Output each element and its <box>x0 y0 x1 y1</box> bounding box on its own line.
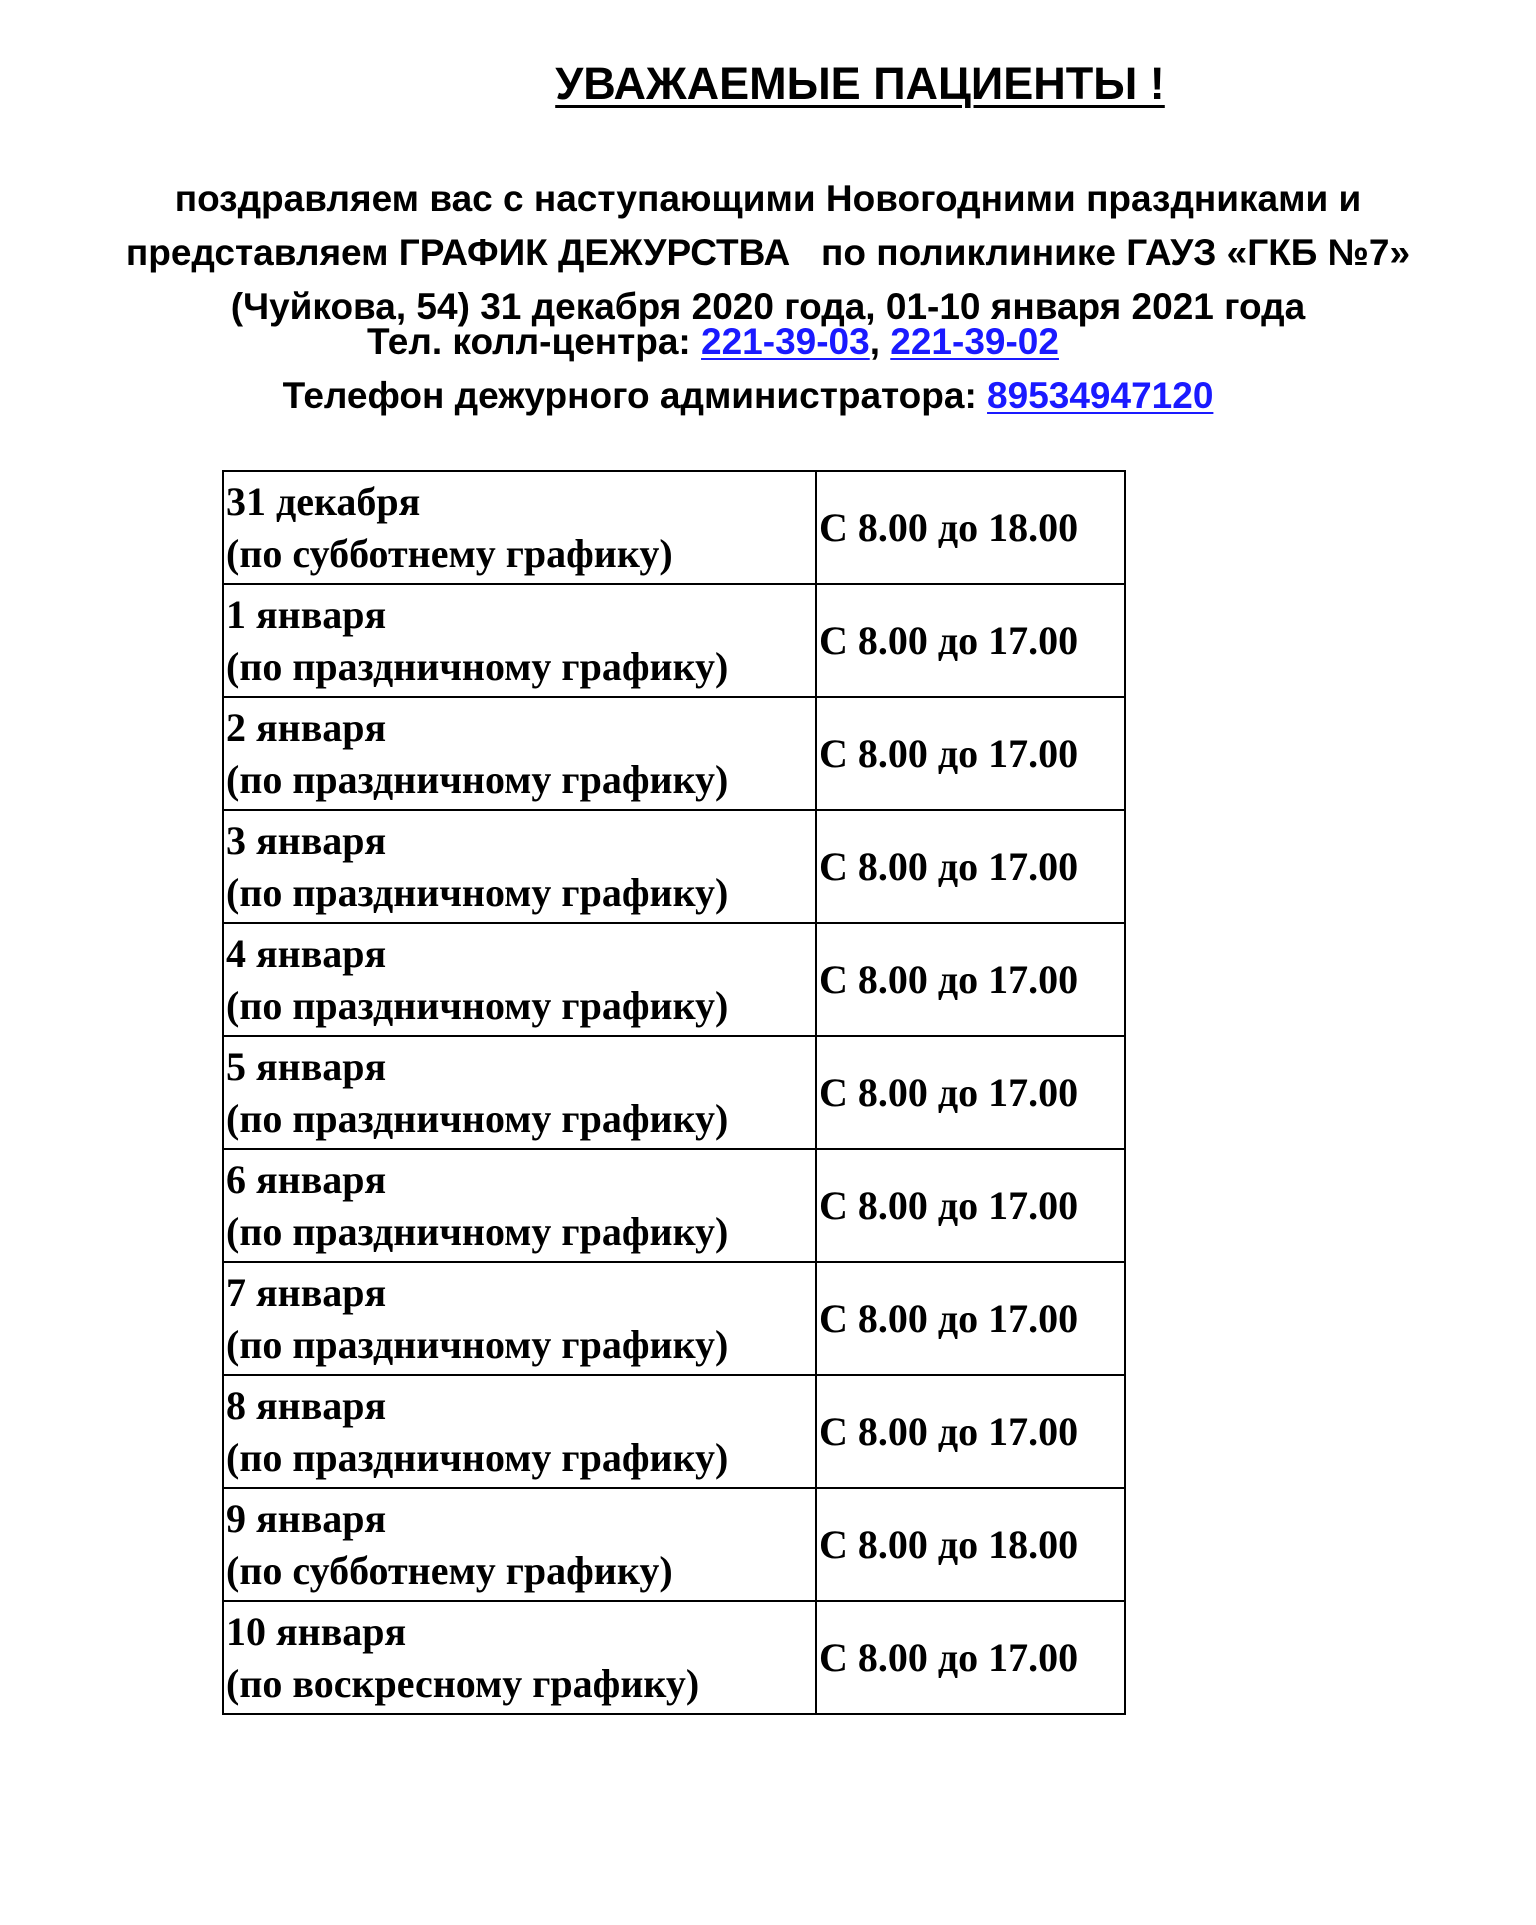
date-label: 2 января <box>226 704 387 750</box>
page-title: УВАЖАЕМЫЕ ПАЦИЕНТЫ ! <box>555 58 1165 109</box>
table-row <box>223 697 1125 810</box>
intro-line-3: (Чуйкова, 54) 31 декабря 2020 года, 01-10 января 2021 года <box>230 286 1306 327</box>
date-cell <box>223 810 816 923</box>
table-row <box>223 471 1125 584</box>
schedule-mode: (по субботнему графику) <box>226 1547 673 1593</box>
hours-cell: С 8.00 до 17.00 <box>816 1149 1125 1262</box>
call-center-contacts <box>0 315 1536 369</box>
admin-phone-label: Телефон дежурного администратора: <box>282 375 988 416</box>
schedule-mode: (по праздничному графику) <box>226 869 729 915</box>
schedule-mode: (по праздничному графику) <box>226 1208 729 1254</box>
date-label: 5 января <box>226 1043 387 1089</box>
admin-contact <box>0 369 1536 423</box>
hours-cell: С 8.00 до 17.00 <box>816 697 1125 810</box>
table-row <box>223 1488 1125 1601</box>
table-row <box>223 1601 1125 1714</box>
date-label: 4 января <box>226 930 387 976</box>
date-cell <box>223 697 816 810</box>
date-cell <box>223 471 816 584</box>
schedule-mode: (по праздничному графику) <box>226 982 729 1028</box>
table-row <box>223 923 1125 1036</box>
call-center-phone-link-1[interactable]: 221-39-03 <box>701 321 870 362</box>
hours-cell: С 8.00 до 17.00 <box>816 1036 1125 1149</box>
date-cell <box>223 1036 816 1149</box>
schedule-body <box>223 471 1125 1714</box>
date-cell <box>223 1375 816 1488</box>
hours-cell: С 8.00 до 17.00 <box>816 810 1125 923</box>
schedule-mode: (по праздничному графику) <box>226 1095 729 1141</box>
table-row <box>223 1262 1125 1375</box>
hours-cell: С 8.00 до 18.00 <box>816 1488 1125 1601</box>
date-cell <box>223 1601 816 1714</box>
date-cell <box>223 1488 816 1601</box>
table-row <box>223 1375 1125 1488</box>
hours-cell: С 8.00 до 18.00 <box>816 471 1125 584</box>
schedule-mode: (по праздничному графику) <box>226 1321 729 1367</box>
duty-schedule-table <box>222 470 1126 1715</box>
date-label: 3 января <box>226 817 387 863</box>
date-cell <box>223 923 816 1036</box>
schedule-mode: (по праздничному графику) <box>226 1434 729 1480</box>
schedule-mode: (по праздничному графику) <box>226 643 729 689</box>
call-center-label: Тел. колл-центра: <box>367 321 702 362</box>
date-label: 7 января <box>226 1269 387 1315</box>
schedule-mode: (по праздничному графику) <box>226 756 729 802</box>
date-cell <box>223 584 816 697</box>
intro-line-2: представляем ГРАФИК ДЕЖУРСТВА по поликлинике ГАУЗ «ГКБ №7» <box>125 232 1411 273</box>
hours-cell: С 8.00 до 17.00 <box>816 584 1125 697</box>
call-center-phone-link-2[interactable]: 221-39-02 <box>890 321 1059 362</box>
date-label: 9 января <box>226 1495 387 1541</box>
schedule-mode: (по субботнему графику) <box>226 530 673 576</box>
table-row <box>223 1036 1125 1149</box>
phone-separator: , <box>869 321 891 362</box>
hours-cell: С 8.00 до 17.00 <box>816 923 1125 1036</box>
table-row <box>223 1149 1125 1262</box>
schedule-mode: (по воскресному графику) <box>226 1660 700 1706</box>
date-label: 10 января <box>226 1608 407 1654</box>
hours-cell: С 8.00 до 17.00 <box>816 1375 1125 1488</box>
hours-cell: С 8.00 до 17.00 <box>816 1262 1125 1375</box>
intro-line-1: поздравляем вас с наступающими Новогодними праздниками и <box>174 178 1362 219</box>
table-row <box>223 810 1125 923</box>
intro-text <box>0 172 1536 334</box>
date-label: 8 января <box>226 1382 387 1428</box>
admin-phone-link[interactable]: 89534947120 <box>987 375 1214 416</box>
hours-cell: С 8.00 до 17.00 <box>816 1601 1125 1714</box>
date-label: 31 декабря <box>226 478 421 524</box>
date-cell <box>223 1262 816 1375</box>
date-label: 6 января <box>226 1156 387 1202</box>
date-label: 1 января <box>226 591 387 637</box>
table-row <box>223 584 1125 697</box>
date-cell <box>223 1149 816 1262</box>
